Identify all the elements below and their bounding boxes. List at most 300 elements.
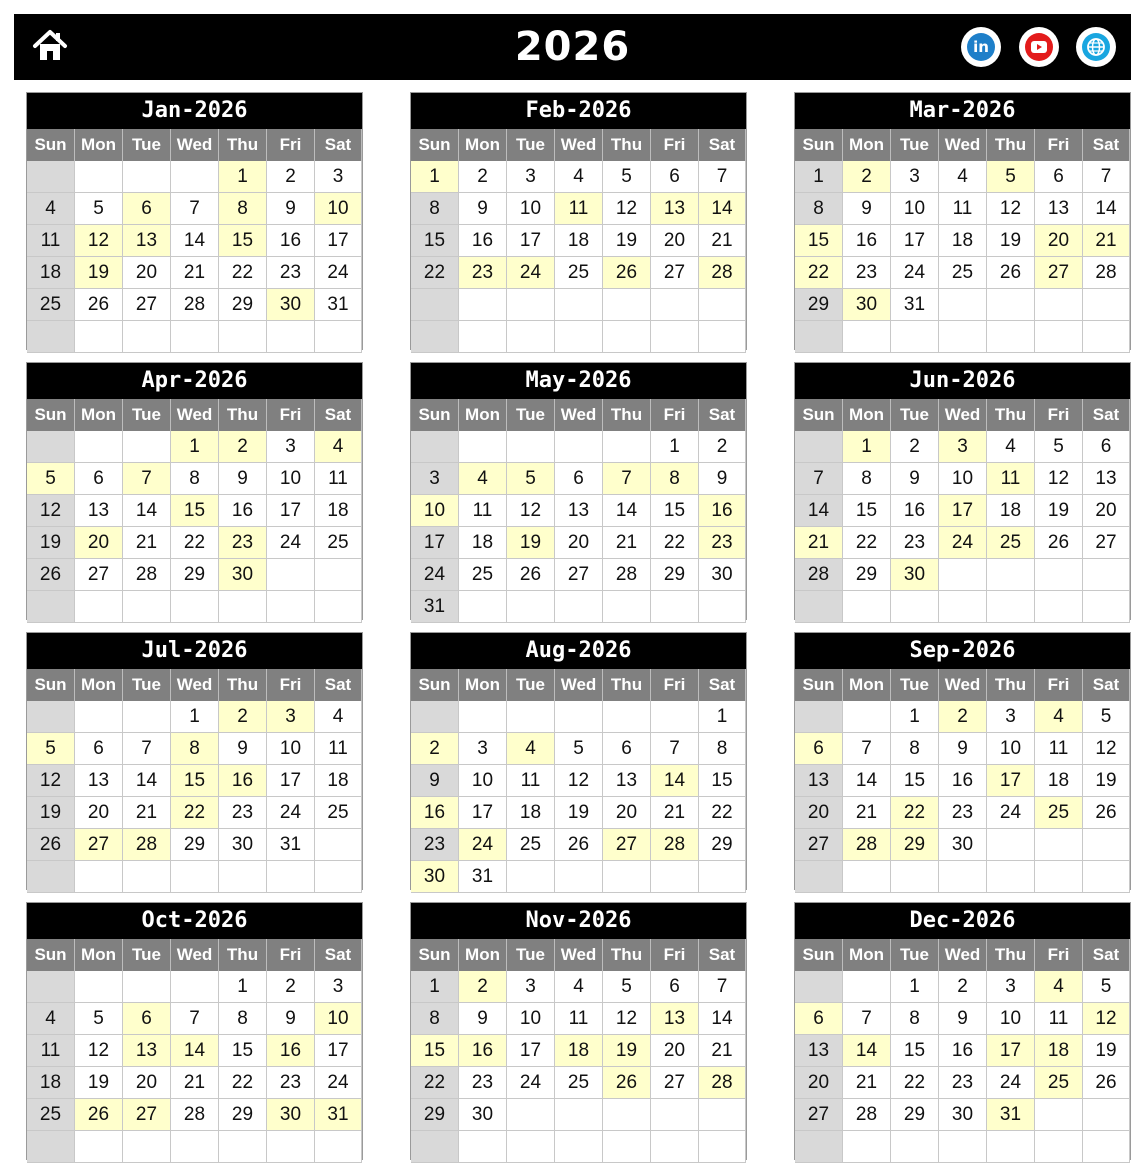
day-cell[interactable]: 7	[651, 733, 699, 765]
day-cell[interactable]: 28	[123, 559, 171, 591]
day-cell[interactable]: 2	[459, 161, 507, 193]
day-cell[interactable]: 11	[507, 765, 555, 797]
day-cell[interactable]: 16	[459, 225, 507, 257]
youtube-icon[interactable]	[1019, 27, 1059, 67]
day-cell[interactable]: 26	[75, 1099, 123, 1131]
day-cell[interactable]: 16	[939, 1035, 987, 1067]
day-cell[interactable]: 20	[75, 797, 123, 829]
day-cell[interactable]: 19	[27, 527, 75, 559]
day-cell[interactable]: 30	[939, 1099, 987, 1131]
day-cell[interactable]: 7	[843, 1003, 891, 1035]
day-cell[interactable]: 29	[891, 829, 939, 861]
day-cell[interactable]: 28	[795, 559, 843, 591]
day-cell[interactable]: 11	[315, 733, 362, 765]
day-cell[interactable]: 27	[123, 289, 171, 321]
day-cell[interactable]: 28	[843, 829, 891, 861]
day-cell[interactable]: 5	[507, 463, 555, 495]
day-cell[interactable]: 18	[27, 1067, 75, 1099]
day-cell[interactable]: 4	[1035, 971, 1083, 1003]
day-cell[interactable]: 10	[411, 495, 459, 527]
day-cell[interactable]: 29	[843, 559, 891, 591]
day-cell[interactable]: 2	[699, 431, 746, 463]
day-cell[interactable]: 14	[123, 765, 171, 797]
day-cell[interactable]: 31	[459, 861, 507, 893]
day-cell[interactable]: 10	[267, 463, 315, 495]
day-cell[interactable]: 31	[411, 591, 459, 623]
day-cell[interactable]: 6	[603, 733, 651, 765]
day-cell[interactable]: 16	[267, 1035, 315, 1067]
day-cell[interactable]: 3	[267, 701, 315, 733]
day-cell[interactable]: 12	[1083, 733, 1130, 765]
day-cell[interactable]: 13	[75, 765, 123, 797]
day-cell[interactable]: 2	[219, 701, 267, 733]
day-cell[interactable]: 18	[459, 527, 507, 559]
day-cell[interactable]: 31	[267, 829, 315, 861]
day-cell[interactable]: 2	[939, 971, 987, 1003]
day-cell[interactable]: 1	[843, 431, 891, 463]
day-cell[interactable]: 13	[123, 1035, 171, 1067]
day-cell[interactable]: 26	[27, 829, 75, 861]
day-cell[interactable]: 2	[939, 701, 987, 733]
day-cell[interactable]: 8	[651, 463, 699, 495]
day-cell[interactable]: 16	[699, 495, 746, 527]
day-cell[interactable]: 11	[1035, 1003, 1083, 1035]
day-cell[interactable]: 7	[1083, 161, 1130, 193]
day-cell[interactable]: 24	[507, 1067, 555, 1099]
day-cell[interactable]: 8	[171, 733, 219, 765]
day-cell[interactable]: 8	[795, 193, 843, 225]
day-cell[interactable]: 24	[315, 257, 362, 289]
day-cell[interactable]: 25	[1035, 797, 1083, 829]
day-cell[interactable]: 30	[267, 289, 315, 321]
day-cell[interactable]: 4	[507, 733, 555, 765]
day-cell[interactable]: 20	[123, 1067, 171, 1099]
day-cell[interactable]: 28	[123, 829, 171, 861]
day-cell[interactable]: 10	[315, 1003, 362, 1035]
day-cell[interactable]: 2	[843, 161, 891, 193]
day-cell[interactable]: 3	[411, 463, 459, 495]
day-cell[interactable]: 22	[411, 1067, 459, 1099]
day-cell[interactable]: 21	[123, 797, 171, 829]
day-cell[interactable]: 17	[315, 225, 362, 257]
day-cell[interactable]: 3	[315, 971, 362, 1003]
day-cell[interactable]: 29	[219, 289, 267, 321]
day-cell[interactable]: 3	[939, 431, 987, 463]
day-cell[interactable]: 6	[651, 971, 699, 1003]
day-cell[interactable]: 20	[651, 225, 699, 257]
day-cell[interactable]: 28	[1083, 257, 1130, 289]
day-cell[interactable]: 22	[699, 797, 746, 829]
day-cell[interactable]: 6	[123, 193, 171, 225]
day-cell[interactable]: 14	[843, 1035, 891, 1067]
day-cell[interactable]: 30	[939, 829, 987, 861]
day-cell[interactable]: 2	[267, 161, 315, 193]
day-cell[interactable]: 14	[171, 1035, 219, 1067]
day-cell[interactable]: 27	[603, 829, 651, 861]
day-cell[interactable]: 12	[987, 193, 1035, 225]
day-cell[interactable]: 23	[267, 257, 315, 289]
day-cell[interactable]: 29	[795, 289, 843, 321]
day-cell[interactable]: 16	[267, 225, 315, 257]
day-cell[interactable]: 17	[411, 527, 459, 559]
day-cell[interactable]: 14	[795, 495, 843, 527]
day-cell[interactable]: 21	[843, 1067, 891, 1099]
day-cell[interactable]: 13	[603, 765, 651, 797]
day-cell[interactable]: 11	[315, 463, 362, 495]
day-cell[interactable]: 25	[555, 257, 603, 289]
day-cell[interactable]: 17	[891, 225, 939, 257]
day-cell[interactable]: 13	[651, 193, 699, 225]
day-cell[interactable]: 5	[603, 971, 651, 1003]
day-cell[interactable]: 24	[939, 527, 987, 559]
day-cell[interactable]: 8	[411, 193, 459, 225]
day-cell[interactable]: 3	[315, 161, 362, 193]
day-cell[interactable]: 1	[411, 161, 459, 193]
day-cell[interactable]: 11	[27, 225, 75, 257]
day-cell[interactable]: 18	[939, 225, 987, 257]
day-cell[interactable]: 27	[1083, 527, 1130, 559]
day-cell[interactable]: 16	[219, 765, 267, 797]
day-cell[interactable]: 5	[603, 161, 651, 193]
day-cell[interactable]: 22	[891, 797, 939, 829]
day-cell[interactable]: 15	[171, 495, 219, 527]
day-cell[interactable]: 22	[171, 527, 219, 559]
day-cell[interactable]: 21	[123, 527, 171, 559]
day-cell[interactable]: 24	[987, 797, 1035, 829]
day-cell[interactable]: 17	[507, 225, 555, 257]
day-cell[interactable]: 11	[1035, 733, 1083, 765]
day-cell[interactable]: 3	[891, 161, 939, 193]
day-cell[interactable]: 12	[27, 495, 75, 527]
day-cell[interactable]: 19	[1083, 765, 1130, 797]
day-cell[interactable]: 16	[843, 225, 891, 257]
day-cell[interactable]: 21	[603, 527, 651, 559]
day-cell[interactable]: 26	[603, 1067, 651, 1099]
day-cell[interactable]: 19	[555, 797, 603, 829]
day-cell[interactable]: 28	[171, 1099, 219, 1131]
day-cell[interactable]: 9	[219, 463, 267, 495]
day-cell[interactable]: 13	[123, 225, 171, 257]
day-cell[interactable]: 15	[843, 495, 891, 527]
day-cell[interactable]: 19	[1083, 1035, 1130, 1067]
day-cell[interactable]: 15	[219, 225, 267, 257]
day-cell[interactable]: 28	[651, 829, 699, 861]
day-cell[interactable]: 18	[555, 1035, 603, 1067]
day-cell[interactable]: 18	[1035, 765, 1083, 797]
day-cell[interactable]: 23	[699, 527, 746, 559]
day-cell[interactable]: 10	[507, 1003, 555, 1035]
day-cell[interactable]: 7	[123, 463, 171, 495]
day-cell[interactable]: 27	[1035, 257, 1083, 289]
day-cell[interactable]: 5	[75, 193, 123, 225]
day-cell[interactable]: 21	[699, 1035, 746, 1067]
day-cell[interactable]: 8	[219, 193, 267, 225]
day-cell[interactable]: 8	[891, 1003, 939, 1035]
day-cell[interactable]: 4	[27, 193, 75, 225]
day-cell[interactable]: 28	[699, 257, 746, 289]
day-cell[interactable]: 16	[411, 797, 459, 829]
day-cell[interactable]: 9	[459, 193, 507, 225]
day-cell[interactable]: 7	[795, 463, 843, 495]
day-cell[interactable]: 25	[1035, 1067, 1083, 1099]
day-cell[interactable]: 2	[891, 431, 939, 463]
day-cell[interactable]: 27	[795, 829, 843, 861]
day-cell[interactable]: 29	[219, 1099, 267, 1131]
day-cell[interactable]: 27	[795, 1099, 843, 1131]
day-cell[interactable]: 3	[987, 971, 1035, 1003]
day-cell[interactable]: 26	[75, 289, 123, 321]
day-cell[interactable]: 28	[699, 1067, 746, 1099]
day-cell[interactable]: 1	[699, 701, 746, 733]
day-cell[interactable]: 2	[459, 971, 507, 1003]
day-cell[interactable]: 29	[651, 559, 699, 591]
day-cell[interactable]: 23	[411, 829, 459, 861]
day-cell[interactable]: 6	[1035, 161, 1083, 193]
day-cell[interactable]: 21	[1083, 225, 1130, 257]
day-cell[interactable]: 5	[1083, 701, 1130, 733]
day-cell[interactable]: 22	[843, 527, 891, 559]
day-cell[interactable]: 3	[987, 701, 1035, 733]
day-cell[interactable]: 30	[699, 559, 746, 591]
day-cell[interactable]: 14	[603, 495, 651, 527]
day-cell[interactable]: 6	[75, 463, 123, 495]
linkedin-icon[interactable]: in	[961, 27, 1001, 67]
day-cell[interactable]: 26	[27, 559, 75, 591]
day-cell[interactable]: 19	[603, 225, 651, 257]
day-cell[interactable]: 14	[699, 193, 746, 225]
day-cell[interactable]: 19	[75, 1067, 123, 1099]
day-cell[interactable]: 17	[939, 495, 987, 527]
day-cell[interactable]: 17	[987, 1035, 1035, 1067]
day-cell[interactable]: 23	[459, 1067, 507, 1099]
day-cell[interactable]: 20	[603, 797, 651, 829]
day-cell[interactable]: 12	[603, 193, 651, 225]
day-cell[interactable]: 7	[843, 733, 891, 765]
day-cell[interactable]: 12	[75, 225, 123, 257]
day-cell[interactable]: 11	[27, 1035, 75, 1067]
day-cell[interactable]: 7	[699, 971, 746, 1003]
day-cell[interactable]: 1	[171, 701, 219, 733]
day-cell[interactable]: 25	[27, 289, 75, 321]
day-cell[interactable]: 25	[315, 527, 362, 559]
day-cell[interactable]: 22	[219, 1067, 267, 1099]
day-cell[interactable]: 24	[315, 1067, 362, 1099]
day-cell[interactable]: 20	[555, 527, 603, 559]
day-cell[interactable]: 9	[267, 1003, 315, 1035]
day-cell[interactable]: 24	[267, 527, 315, 559]
day-cell[interactable]: 9	[267, 193, 315, 225]
day-cell[interactable]: 27	[75, 829, 123, 861]
day-cell[interactable]: 17	[459, 797, 507, 829]
day-cell[interactable]: 19	[1035, 495, 1083, 527]
day-cell[interactable]: 8	[411, 1003, 459, 1035]
day-cell[interactable]: 8	[171, 463, 219, 495]
day-cell[interactable]: 18	[1035, 1035, 1083, 1067]
day-cell[interactable]: 4	[1035, 701, 1083, 733]
day-cell[interactable]: 14	[699, 1003, 746, 1035]
day-cell[interactable]: 24	[507, 257, 555, 289]
day-cell[interactable]: 18	[507, 797, 555, 829]
day-cell[interactable]: 31	[315, 1099, 362, 1131]
day-cell[interactable]: 23	[939, 797, 987, 829]
day-cell[interactable]: 16	[939, 765, 987, 797]
day-cell[interactable]: 20	[795, 1067, 843, 1099]
day-cell[interactable]: 23	[219, 797, 267, 829]
day-cell[interactable]: 13	[795, 1035, 843, 1067]
day-cell[interactable]: 5	[1083, 971, 1130, 1003]
day-cell[interactable]: 19	[27, 797, 75, 829]
day-cell[interactable]: 5	[75, 1003, 123, 1035]
day-cell[interactable]: 28	[603, 559, 651, 591]
day-cell[interactable]: 9	[939, 1003, 987, 1035]
day-cell[interactable]: 29	[699, 829, 746, 861]
day-cell[interactable]: 29	[171, 559, 219, 591]
day-cell[interactable]: 16	[459, 1035, 507, 1067]
day-cell[interactable]: 2	[219, 431, 267, 463]
day-cell[interactable]: 26	[987, 257, 1035, 289]
day-cell[interactable]: 18	[555, 225, 603, 257]
day-cell[interactable]: 18	[315, 495, 362, 527]
day-cell[interactable]: 11	[939, 193, 987, 225]
day-cell[interactable]: 13	[555, 495, 603, 527]
day-cell[interactable]: 15	[171, 765, 219, 797]
day-cell[interactable]: 15	[219, 1035, 267, 1067]
day-cell[interactable]: 15	[891, 1035, 939, 1067]
day-cell[interactable]: 4	[315, 431, 362, 463]
day-cell[interactable]: 11	[555, 193, 603, 225]
day-cell[interactable]: 11	[459, 495, 507, 527]
day-cell[interactable]: 6	[555, 463, 603, 495]
day-cell[interactable]: 15	[795, 225, 843, 257]
day-cell[interactable]: 3	[459, 733, 507, 765]
day-cell[interactable]: 9	[411, 765, 459, 797]
day-cell[interactable]: 21	[843, 797, 891, 829]
day-cell[interactable]: 5	[27, 733, 75, 765]
day-cell[interactable]: 1	[795, 161, 843, 193]
day-cell[interactable]: 12	[555, 765, 603, 797]
day-cell[interactable]: 16	[891, 495, 939, 527]
day-cell[interactable]: 2	[411, 733, 459, 765]
day-cell[interactable]: 4	[27, 1003, 75, 1035]
day-cell[interactable]: 7	[603, 463, 651, 495]
day-cell[interactable]: 7	[699, 161, 746, 193]
day-cell[interactable]: 25	[939, 257, 987, 289]
day-cell[interactable]: 20	[1083, 495, 1130, 527]
day-cell[interactable]: 6	[651, 161, 699, 193]
day-cell[interactable]: 10	[507, 193, 555, 225]
day-cell[interactable]: 19	[75, 257, 123, 289]
day-cell[interactable]: 4	[459, 463, 507, 495]
day-cell[interactable]: 11	[555, 1003, 603, 1035]
day-cell[interactable]: 12	[27, 765, 75, 797]
day-cell[interactable]: 12	[1083, 1003, 1130, 1035]
day-cell[interactable]: 24	[891, 257, 939, 289]
day-cell[interactable]: 7	[123, 733, 171, 765]
day-cell[interactable]: 10	[987, 1003, 1035, 1035]
day-cell[interactable]: 17	[315, 1035, 362, 1067]
day-cell[interactable]: 23	[267, 1067, 315, 1099]
day-cell[interactable]: 4	[555, 971, 603, 1003]
day-cell[interactable]: 30	[219, 559, 267, 591]
day-cell[interactable]: 15	[411, 1035, 459, 1067]
day-cell[interactable]: 25	[507, 829, 555, 861]
day-cell[interactable]: 14	[843, 765, 891, 797]
day-cell[interactable]: 23	[891, 527, 939, 559]
day-cell[interactable]: 10	[939, 463, 987, 495]
day-cell[interactable]: 1	[891, 971, 939, 1003]
day-cell[interactable]: 26	[1083, 1067, 1130, 1099]
day-cell[interactable]: 12	[603, 1003, 651, 1035]
day-cell[interactable]: 30	[411, 861, 459, 893]
day-cell[interactable]: 3	[507, 161, 555, 193]
day-cell[interactable]: 15	[699, 765, 746, 797]
day-cell[interactable]: 5	[555, 733, 603, 765]
day-cell[interactable]: 26	[1083, 797, 1130, 829]
day-cell[interactable]: 26	[507, 559, 555, 591]
day-cell[interactable]: 15	[651, 495, 699, 527]
day-cell[interactable]: 20	[75, 527, 123, 559]
day-cell[interactable]: 20	[651, 1035, 699, 1067]
day-cell[interactable]: 4	[555, 161, 603, 193]
day-cell[interactable]: 30	[891, 559, 939, 591]
website-globe-icon[interactable]	[1076, 27, 1116, 67]
day-cell[interactable]: 2	[267, 971, 315, 1003]
day-cell[interactable]: 14	[123, 495, 171, 527]
day-cell[interactable]: 25	[555, 1067, 603, 1099]
day-cell[interactable]: 29	[891, 1099, 939, 1131]
day-cell[interactable]: 19	[507, 527, 555, 559]
day-cell[interactable]: 13	[75, 495, 123, 527]
day-cell[interactable]: 23	[843, 257, 891, 289]
day-cell[interactable]: 27	[555, 559, 603, 591]
day-cell[interactable]: 19	[603, 1035, 651, 1067]
day-cell[interactable]: 30	[459, 1099, 507, 1131]
day-cell[interactable]: 6	[123, 1003, 171, 1035]
day-cell[interactable]: 30	[843, 289, 891, 321]
day-cell[interactable]: 25	[459, 559, 507, 591]
day-cell[interactable]: 20	[1035, 225, 1083, 257]
day-cell[interactable]: 13	[651, 1003, 699, 1035]
day-cell[interactable]: 21	[651, 797, 699, 829]
day-cell[interactable]: 7	[171, 193, 219, 225]
day-cell[interactable]: 23	[219, 527, 267, 559]
day-cell[interactable]: 10	[891, 193, 939, 225]
day-cell[interactable]: 28	[171, 289, 219, 321]
day-cell[interactable]: 22	[891, 1067, 939, 1099]
day-cell[interactable]: 12	[75, 1035, 123, 1067]
day-cell[interactable]: 14	[171, 225, 219, 257]
day-cell[interactable]: 17	[987, 765, 1035, 797]
day-cell[interactable]: 5	[987, 161, 1035, 193]
day-cell[interactable]: 4	[987, 431, 1035, 463]
day-cell[interactable]: 21	[699, 225, 746, 257]
day-cell[interactable]: 9	[219, 733, 267, 765]
day-cell[interactable]: 20	[123, 257, 171, 289]
day-cell[interactable]: 31	[987, 1099, 1035, 1131]
day-cell[interactable]: 17	[267, 765, 315, 797]
day-cell[interactable]: 26	[603, 257, 651, 289]
day-cell[interactable]: 18	[27, 257, 75, 289]
day-cell[interactable]: 6	[795, 733, 843, 765]
day-cell[interactable]: 1	[219, 161, 267, 193]
day-cell[interactable]: 8	[699, 733, 746, 765]
day-cell[interactable]: 9	[891, 463, 939, 495]
day-cell[interactable]: 1	[651, 431, 699, 463]
day-cell[interactable]: 3	[507, 971, 555, 1003]
day-cell[interactable]: 22	[411, 257, 459, 289]
day-cell[interactable]: 18	[987, 495, 1035, 527]
day-cell[interactable]: 8	[219, 1003, 267, 1035]
